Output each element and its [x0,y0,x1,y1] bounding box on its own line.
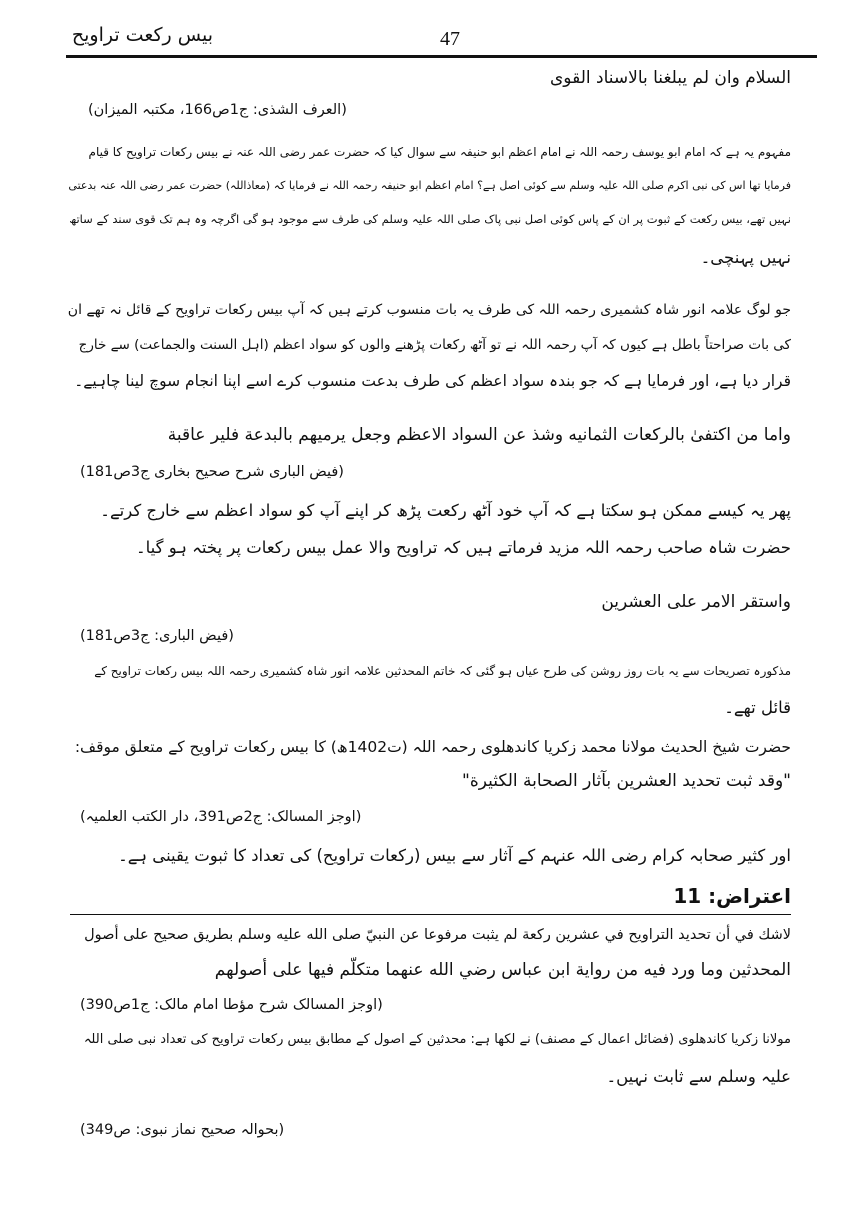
paragraph-line: اور کثیر صحابہ کرام رضی اللہ عنہم کے آثار سے بیس (رکعات تراویح) کی تعداد کا ثبوت یقینی ہے۔ [118,846,791,865]
reference-line: (فیض الباری: ج3ص181) [80,628,234,644]
arabic-quote-line: لاشك في أن تحديد التراويح في عشرين ركعة لم يثبت مرفوعا عن النبيّ صلى الله عليه وسلم بطريق صحيح على أصول [84,927,791,943]
paragraph-line: حضرت شیخ الحدیث مولانا محمد زکریا کاندھلوی رحمہ اللہ (ت1402ھ) کا بیس رکعات تراویح کے متعلق موقف: [74,738,791,756]
paragraph-line: نہیں تھے، بیس رکعت کے ثبوت پر ان کے پاس کوئی اصل نبی پاک صلی اللہ علیہ وسلم کی طرف سے موجود ہو گی اگرچہ وہ ہم تک قوی سند کے ساتھ [69,212,791,226]
reference-line: (العرف الشذی: ج1ص166، مکتبہ المیزان) [88,102,347,118]
arabic-quote-line: المحدثين وما ورد فيه من رواية ابن عباس رضي الله عنهما متكلّم فيها على أصولهم [214,960,791,980]
header-title: بیس رکعت تراویح [71,24,213,46]
reference-line: (بحوالہ صحیح نماز نبوی: ص349) [80,1122,285,1138]
arabic-quote-line: واستقر الامر علی العشرین [601,592,791,612]
objection-heading: اعتراض: 11 [673,884,791,908]
paragraph-line: نہیں پہنچی۔ [700,248,791,267]
paragraph-line: مولانا زکریا کاندھلوی (فضائل اعمال کے مصنف) نے لکھا ہے: محدثین کے اصول کے مطابق بیس رکعات تراویح کی تعداد نبی صلی اللہ [83,1032,791,1047]
paragraph-line: علیہ وسلم سے ثابت نہیں۔ [606,1067,791,1086]
paragraph-line: مفہوم یہ ہے کہ امام ابو یوسف رحمہ اللہ نے امام اعظم ابو حنیفہ سے سوال کیا کہ حضرت عمر رضی اللہ عنہ نے بیس رکعات تراویح کا قیام [88,145,791,159]
paragraph-line: پھر یہ کیسے ممکن ہو سکتا ہے کہ آپ خود آٹھ رکعت پڑھ کر اپنے آپ کو سواد اعظم سے خارج کرتے۔ [100,501,791,520]
reference-line: (فیض الباری شرح صحیح بخاری ج3ص181) [80,464,344,480]
heading-rule [70,914,791,915]
arabic-quote-line: "وقد ثبت تحديد العشرين بآثار الصحابة الكثيرة" [462,771,791,791]
paragraph-line: جو لوگ علامہ انور شاہ کشمیری رحمہ اللہ کی طرف یہ بات منسوب کرتے ہیں کہ آپ بیس رکعات تراویح کے قائل نہ تھے ان [67,302,791,318]
reference-line: (اوجز المسالک شرح مؤطا امام مالک: ج1ص390) [80,997,383,1013]
paragraph-line: حضرت شاہ صاحب رحمہ اللہ مزید فرماتے ہیں کہ تراویح والا عمل بیس رکعات پر پختہ ہو گیا۔ [135,538,791,557]
paragraph-line: مذکورہ تصریحات سے یہ بات روز روشن کی طرح عیاں ہو گئی کہ خاتم المحدثین علامہ انور شاہ کشمیری رحمہ اللہ بیس رکعات تراویح کے [94,664,791,678]
arabic-quote-line: واما من اکتفیٰ بالرکعات الثمانیه وشذ عن السواد الاعظم وجعل یرمیهم بالبدعة فلیر عاقبة [167,425,791,445]
page-number: 47 [440,28,460,50]
arabic-quote-line: السلام وان لم يبلغنا بالاسناد القوى [550,68,791,88]
paragraph-line: قائل تھے۔ [724,698,791,717]
paragraph-line: قرار دیا ہے، اور فرمایا ہے کہ جو بندہ سواد اعظم کی طرف بدعت منسوب کرے اسے اپنا انجام سوچ لینا چاہیے۔ [74,372,791,390]
header-rule [66,55,817,58]
paragraph-line: فرمایا تھا اس کی نبی اکرم صلی اللہ علیہ وسلم سے کوئی اصل ہے؟ امام اعظم ابو حنیفہ رحمہ اللہ نے فرمایا کہ (معاذاللہ) حضرت عمر رضی اللہ عنہ بدعتی [68,179,791,192]
reference-line: (اوجز المسالک: ج2ص391، دار الکتب العلمیہ) [80,809,362,825]
paragraph-line: کی بات صراحتاً باطل ہے کیوں کہ آپ رحمہ اللہ نے تو آٹھ رکعات پڑھنے والوں کو سواد اعظم (اہل السنت والجماعت) سے خارج [78,337,791,353]
